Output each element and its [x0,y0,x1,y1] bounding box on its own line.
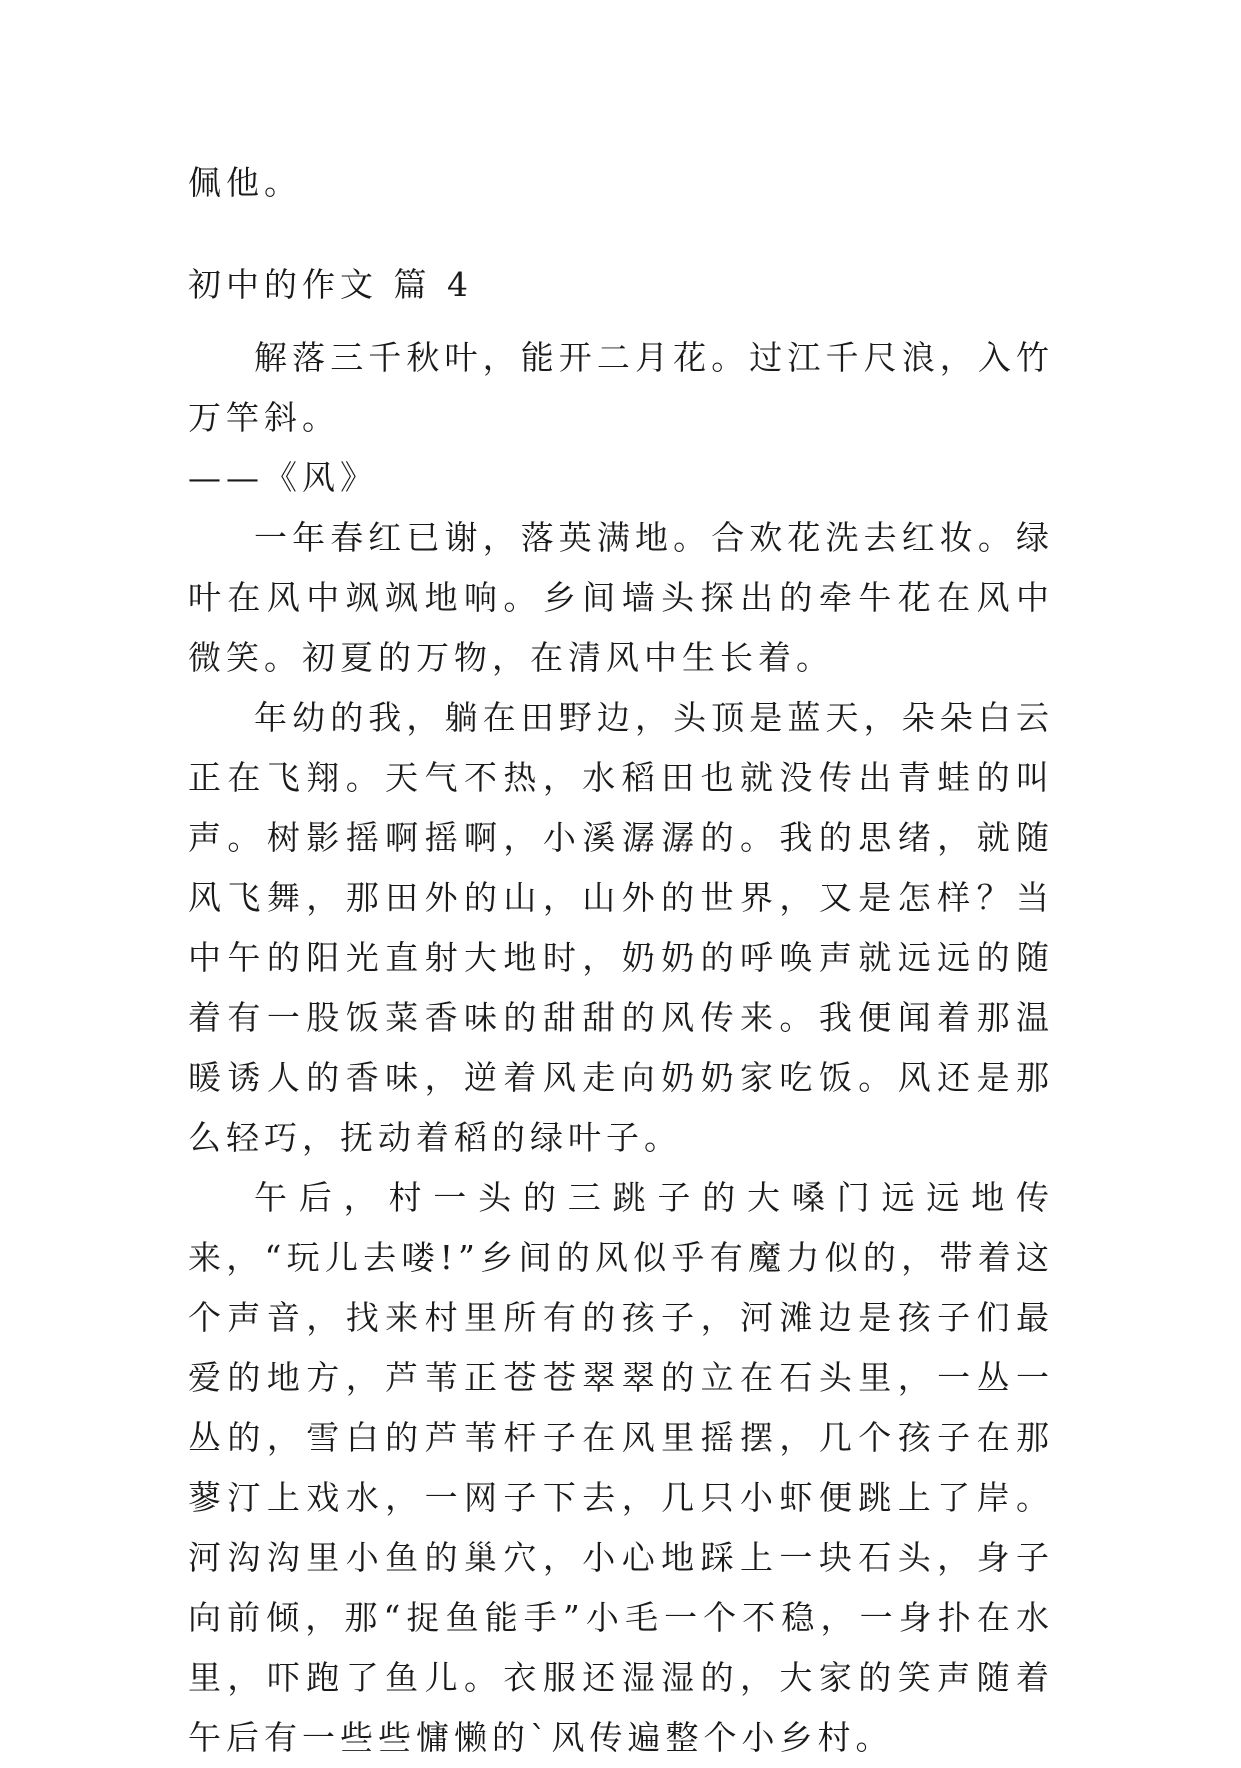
poem-line: 解落三千秋叶，能开二月花。过江千尺浪，入竹万竿斜。 [188,338,1054,437]
paragraph-1: 一年春红已谢，落英满地。合欢花洗去红妆。绿叶在风中飒飒地响。乡间墙头探出的牵牛花在风中微笑。初夏的万物，在清风中生长着。 [188,518,1054,677]
continued-text [188,153,1054,213]
continued-paragraph: 佩他。 [188,163,302,202]
essay-body [188,328,1054,1768]
essay-title: 初中的作文 篇 4 [188,265,473,304]
paragraph-2: 年幼的我，躺在田野边，头顶是蓝天，朵朵白云正在飞翔。天气不热，水稻田也就没传出青蛙的叫声。树影摇啊摇啊，小溪潺潺的。我的思绪，就随风飞舞，那田外的山，山外的世界，又是怎样？当中午的阳光直射大地时，奶奶的呼唤声就远远的随着有一股饭菜香味的甜甜的风传来。我便闻着那温暖诱人的香味，逆着风走向奶奶家吃饭。风还是那么轻巧，抚动着稻的绿叶子。 [188,698,1054,1157]
paragraph-3: 午后，村一头的三跳子的大嗓门远远地传来，“玩儿去喽!”乡间的风似乎有魔力似的，带着这个声音，找来村里所有的孩子，河滩边是孩子们最爱的地方，芦苇正苍苍翠翠的立在石头里，一丛一丛的，雪白的芦苇杆子在风里摇摆，几个孩子在那蓼汀上戏水，一网子下去，几只小虾便跳上了岸。河沟沟里小鱼的巢穴，小心地踩上一块石头，身子向前倾，那“捉鱼能手”小毛一个不稳，一身扑在水里，吓跑了鱼儿。衣服还湿湿的，大家的笑声随着午后有一些些慵懒的`风传遍整个小乡村。 [188,1178,1054,1757]
poem-source: ——《风》 [188,458,378,497]
